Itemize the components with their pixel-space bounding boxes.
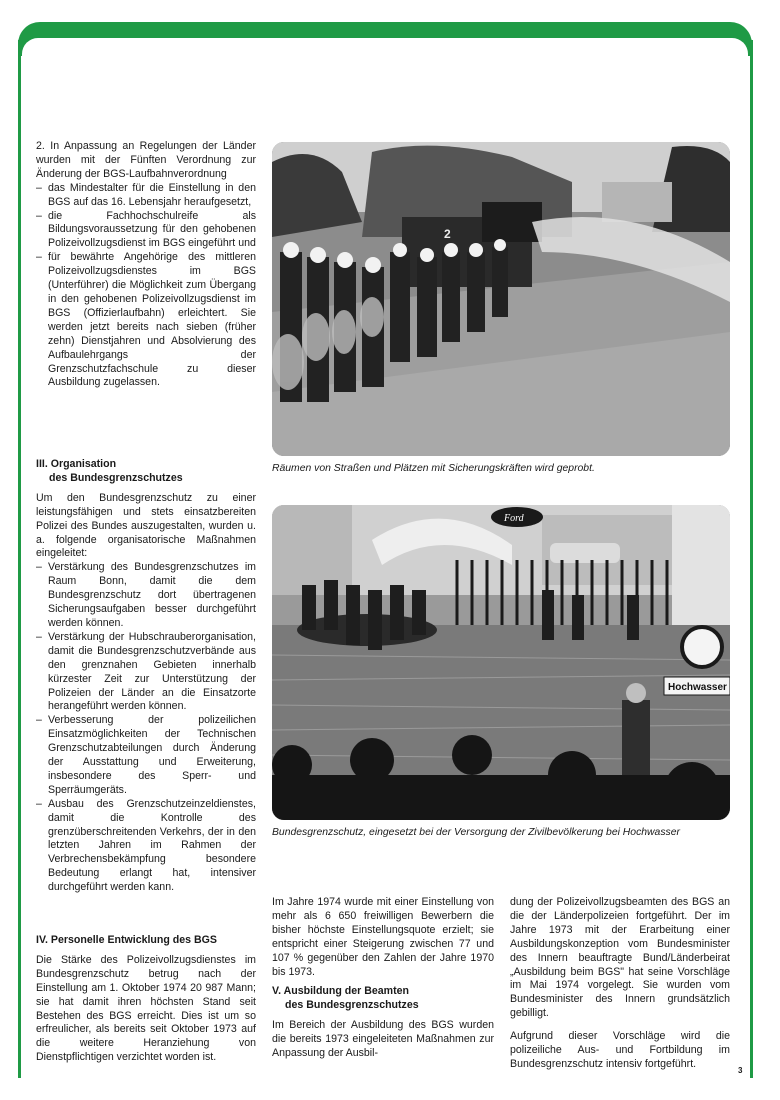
section-3-block <box>36 458 256 895</box>
list-item: – die Fachhochschulreife als Bildungsvoraussetzung für den gehobenen Polizeivollzugsdienst im BGS eingeführt und <box>36 209 256 250</box>
section-2-list <box>36 182 256 391</box>
photo-1-caption: Räumen von Straßen und Plätzen mit Sicherungskräften wird geprobt. <box>272 463 595 474</box>
list-item: – Verstärkung des Bundesgrenzschutzes im Raum Bonn, damit die dem Bundesgrenzschutz dort übertragenen Sicherungsaufgaben besser durchgeführt werden können. <box>36 561 256 629</box>
list-item: – Verbesserung der polizeilichen Einsatzmöglichkeiten der Technischen Grenzschutzabteilungen durch Änderung der Ausstattung und Erweiterung, insbesondere des Sperr- und Sperräumgeräts. <box>36 714 256 796</box>
section-3-heading: III. Organisation des Bundesgrenzschutzes <box>36 458 183 484</box>
truck-number: 2 <box>444 227 451 241</box>
right-column <box>510 896 730 1072</box>
photo-flood-image <box>272 505 730 820</box>
hochwasser-sign: Hochwasser <box>668 682 727 693</box>
page-number: 3 <box>738 1066 743 1075</box>
photo-flood <box>272 505 730 820</box>
page-frame-left <box>18 40 21 1078</box>
right-body-2: Aufgrund dieser Vorschläge wird die polizeiliche Aus- und Fortbildung im Bundesgrenzschutz intensiv fortgeführt. <box>510 1030 730 1070</box>
photo-2-caption: Bundesgrenzschutz, eingesetzt bei der Versorgung der Zivilbevölkerung bei Hochwasser <box>272 827 680 838</box>
list-item: – das Mindestalter für die Einstellung in den BGS auf das 16. Lebensjahr heraufgesetzt, <box>36 181 256 208</box>
section-2-intro: 2. In Anpassung an Regelungen der Länder wurden mit der Fünften Verordnung zur Änderung der BGS-Laufbahnverordnung <box>36 140 256 180</box>
section-5-heading: V. Ausbildung der Beamten des Bundesgrenzschutzes <box>272 985 419 1012</box>
list-item: – Ausbau des Grenzschutzeinzeldienstes, damit die Kontrolle des grenzüberschreitenden Verkehrs, der in den letzten Jahren im Rahmen der Verbrechensbekämpfung besondere Bedeutung erlangt hat, intensiver durchgeführt werden kann. <box>36 797 256 894</box>
section-4-body: Die Stärke des Polizeivollzugsdienstes im Bundesgrenzschutz betrug nach der Einstellung am 1. Oktober 1974 20 987 Mann; sie hat damit ihren höchsten Stand seit Bestehen des BGS erreicht. Dies ist um so erfreulicher, als bereits seit Oktober 1973 auf die weitere Heranziehung von Dienstpflichtigen verzichtet worden ist. <box>36 953 256 1064</box>
page-frame-right <box>750 40 753 1078</box>
section-3-list <box>36 561 256 895</box>
section-3-intro: Um den Bundesgrenzschutz zu einer leistungsfähigen und stets einsatzbereiten Polizei des Bundes auszugestalten, wurden u. a. folgende organisatorische Maßnahmen eingeleitet: <box>36 491 256 560</box>
list-item: – Verstärkung der Hubschrauberorganisation, damit die Bundesgrenzschutzverbände aus den grenznahen Gebieten innerhalb kürzester Zeit zur Unterstützung der Polizeien der Länder an die Einsatzorte herangeführt werden können. <box>36 630 256 713</box>
no-entry-sign <box>682 627 722 667</box>
photo-police-drill <box>272 142 730 456</box>
section-5-body: Im Bereich der Ausbildung des BGS wurden die bereits 1973 eingeleiteten Maßnahmen zur Anpassung der Ausbil- <box>272 1019 494 1060</box>
photo-police-drill-image <box>272 142 730 456</box>
list-item: – für bewährte Angehörige des mittleren Polizeivollzugsdienstes im BGS (Unterführer) die Möglichkeit zum Übergang in den gehobenen Polizeivollzugsdienst im BGS (Offizierlaufbahn) erleichtert. Sie werden jetzt bereits nach sieben (früher zehn) Dienstjahren und Absolvierung des Aufbaulehrgangs der Grenzschutzfachschule zu dieser Ausbildung zugelassen. <box>36 251 256 389</box>
section-4-block <box>36 934 256 1065</box>
middle-body: Im Jahre 1974 wurde mit einer Einstellung von mehr als 6 650 freiwilligen Bewerbern die bisher höchste Einstellungsquote erzielt; sie entspricht einer Steigerung zwischen 77 und 107 % gegenüber den Zahlen der Jahre 1970 bis 1973. <box>272 896 494 978</box>
section-2-block <box>36 140 256 390</box>
ford-sign: Ford <box>504 513 524 524</box>
right-body: dung der Polizeivollzugsbeamten des BGS an die der Länderpolizeien fortgeführt. Der im Jahre 1973 mit der Erarbeitung einer Ausbildungskonzeption vom Bundesminister des Innern beauftragte Bund/Länderbeirat „Ausbildung beim BGS" hat seine Vorschläge im Mai 1974 vorgelegt. Sie wurden vom Bundesminister des Innern grundsätzlich gebilligt. <box>510 896 730 1020</box>
middle-column <box>272 896 494 1061</box>
page-frame-inner <box>22 38 748 68</box>
section-4-heading: IV. Personelle Entwicklung des BGS <box>36 934 217 946</box>
